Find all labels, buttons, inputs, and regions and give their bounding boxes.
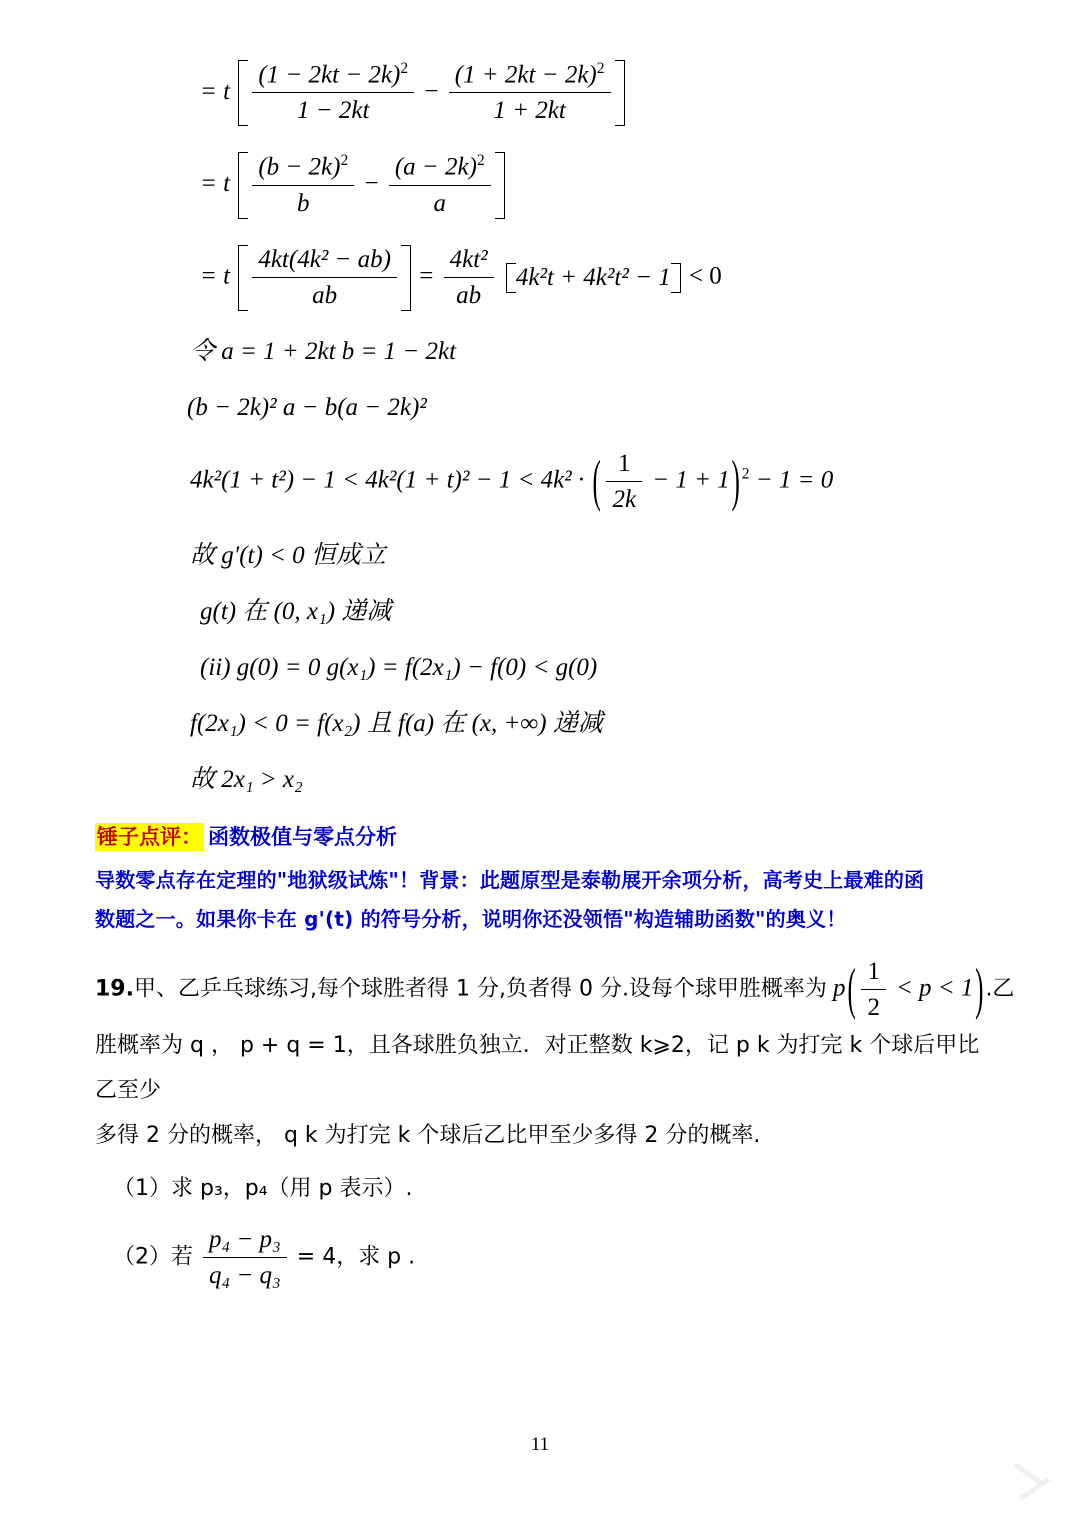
eq3-fraction-2: [444, 245, 494, 311]
question-19-line-3: 多得 2 分的概率， q k 为打完 k 个球后乙比甲至少多得 2 分的概率.: [95, 1122, 761, 1148]
page-number: 11: [530, 1434, 550, 1455]
eq2-bracket: [238, 152, 504, 218]
line8-text: g(t) 在 (0, x₁) 递减: [200, 597, 392, 625]
eq1-frac2-num-exp: 2: [596, 60, 605, 77]
question-19-sub-2-a: （2）若: [113, 1244, 193, 1270]
question-19-sub2-frac-num: p₄ − p₃: [203, 1225, 287, 1258]
eq1-frac1-numerator: [252, 60, 414, 93]
equation-line-2: [95, 152, 985, 218]
question-19: [95, 957, 1015, 1291]
question-19-frac-num: ( 1: [861, 957, 886, 990]
line6-frac-den: 2k: [612, 485, 637, 513]
question-19-fraction: [861, 957, 886, 1023]
question-19-ineq: < p < 1: [895, 974, 974, 1002]
eq1-lead: = t: [200, 77, 231, 105]
line4-text: 令 a = 1 + 2kt b = 1 − 2kt: [190, 337, 457, 365]
eq1-minus: −: [424, 77, 439, 105]
question-19-paren: [845, 957, 985, 1023]
eq1-frac2-denominator: 1 + 2kt: [493, 97, 566, 125]
commentary-title: 函数极值与零点分析: [208, 824, 397, 849]
eq2-frac1-denominator: b: [297, 189, 310, 217]
eq3-lead: = t: [200, 262, 231, 290]
line11-text: 故 2x₁ > x₂: [190, 765, 303, 793]
eq2-frac2-denominator: a: [433, 189, 446, 217]
equation-line-4: [95, 337, 985, 367]
eq3-frac2-denominator: ab: [456, 281, 482, 309]
question-19-sub2-frac-den: q₄ − q₃: [209, 1262, 281, 1290]
equation-line-11: [95, 765, 985, 795]
equation-line-1: [95, 60, 985, 126]
question-19-sub-1: （1）求 p₃，p₄（用 p 表示）.: [113, 1175, 413, 1201]
line9-text: (ii) g(0) = 0 g(x₁) = f(2x₁) − f(0) < g(0): [200, 653, 598, 681]
line10-text: f(2x₁) < 0 = f(x₂) 且 f(a) 在 (x, +∞) 递减: [190, 709, 603, 737]
question-19-text-c: .乙: [985, 976, 1015, 1002]
eq3-bracket-content: 4k²t + 4k²t² − 1: [515, 263, 671, 291]
equation-line-7: [95, 541, 985, 571]
eq1-fraction-2: [449, 60, 611, 126]
eq2-lead: = t: [200, 170, 231, 198]
question-19-p-symbol: p: [832, 974, 846, 1002]
line6-part-b: − 1 + 1: [652, 466, 730, 494]
eq2-frac2-numerator: [389, 152, 491, 185]
eq3-frac1-denominator: ab: [312, 281, 338, 309]
commentary-body-line-2: 数题之一。如果你卡在 g'(t) 的符号分析，说明你还没领悟"构造辅助函数"的奥义！: [95, 906, 847, 931]
line6-part-c: − 1 = 0: [755, 466, 834, 494]
question-19-number: 19.: [95, 976, 134, 1002]
equation-line-10: [95, 709, 985, 739]
equation-line-3: [95, 245, 985, 311]
eq3-bracket-2: [506, 263, 681, 293]
question-19-sub2-fraction: [203, 1225, 287, 1291]
eq2-fraction-1: [252, 152, 354, 218]
eq1-frac1-num-text: (1 − 2kt − 2k): [258, 61, 401, 89]
eq3-equals: =: [419, 262, 434, 290]
question-19-sub-2-b: = 4，求 p .: [296, 1244, 416, 1270]
eq1-fraction-1: [252, 60, 414, 126]
line6-fraction: [606, 449, 642, 515]
line6-frac-num: ( 1: [606, 449, 642, 482]
question-19-line-1: [95, 957, 1015, 1023]
question-19-sub-2: [95, 1225, 985, 1291]
eq2-frac2-num-text: (a − 2k): [394, 153, 477, 181]
eq2-minus: −: [364, 170, 379, 198]
line6-paren: [590, 449, 741, 515]
eq3-bracket: [238, 245, 411, 311]
eq1-frac2-num-text: (1 + 2kt − 2k): [454, 61, 597, 89]
eq1-frac1-denominator: 1 − 2kt: [297, 97, 370, 125]
eq3-tail: < 0: [688, 262, 722, 290]
question-19-line-2: 胜概率为 q ， p + q = 1，且各球胜负独立．对正整数 k⩾2，记 p k 为打完 k 个球后甲比乙至少: [95, 1032, 980, 1103]
eq3-fraction-1: [252, 245, 397, 311]
eq1-bracket: [238, 60, 624, 126]
commentary-header: [95, 821, 985, 851]
line6-exponent: 2: [741, 465, 750, 483]
commentary-body-line-1: 导数零点存在定理的"地狱级试炼"！背景：此题原型是泰勒展开余项分析，高考史上最难的函: [95, 867, 925, 892]
question-19-frac-den: 2: [867, 993, 880, 1021]
equation-line-8: [95, 597, 985, 627]
eq2-frac2-num-exp: 2: [476, 152, 485, 170]
commentary-body: [95, 861, 985, 939]
eq2-fraction-2: [389, 152, 491, 218]
question-19-text-a: 甲、乙乒乓球练习,每个球胜者得 1 分,负者得 0 分.设每个球甲胜概率为: [133, 976, 827, 1002]
eq1-frac1-num-exp: 2: [400, 60, 409, 77]
line7-text: 故 g′(t) < 0 恒成立: [190, 541, 386, 569]
watermark-corner-mark: [1012, 1464, 1058, 1510]
eq3-frac2-numerator: 4kt²: [444, 245, 494, 278]
equation-line-9: [95, 653, 985, 683]
line5-text: (b − 2k)² a − b(a − 2k)²: [187, 393, 427, 421]
eq2-frac1-num-exp: 2: [340, 152, 349, 170]
equation-line-5: [95, 393, 985, 423]
line6-part-a: 4k²(1 + t²) − 1 < 4k²(1 + t)² − 1 < 4k² ·: [190, 466, 585, 494]
commentary-label: 锤子点评：: [97, 824, 202, 849]
eq2-frac1-numerator: [252, 152, 354, 185]
eq1-frac2-numerator: [449, 60, 611, 93]
eq2-frac1-num-text: (b − 2k): [258, 153, 341, 181]
equation-line-6: [95, 449, 985, 515]
eq3-frac1-numerator: 4kt(4k² − ab): [252, 245, 397, 278]
